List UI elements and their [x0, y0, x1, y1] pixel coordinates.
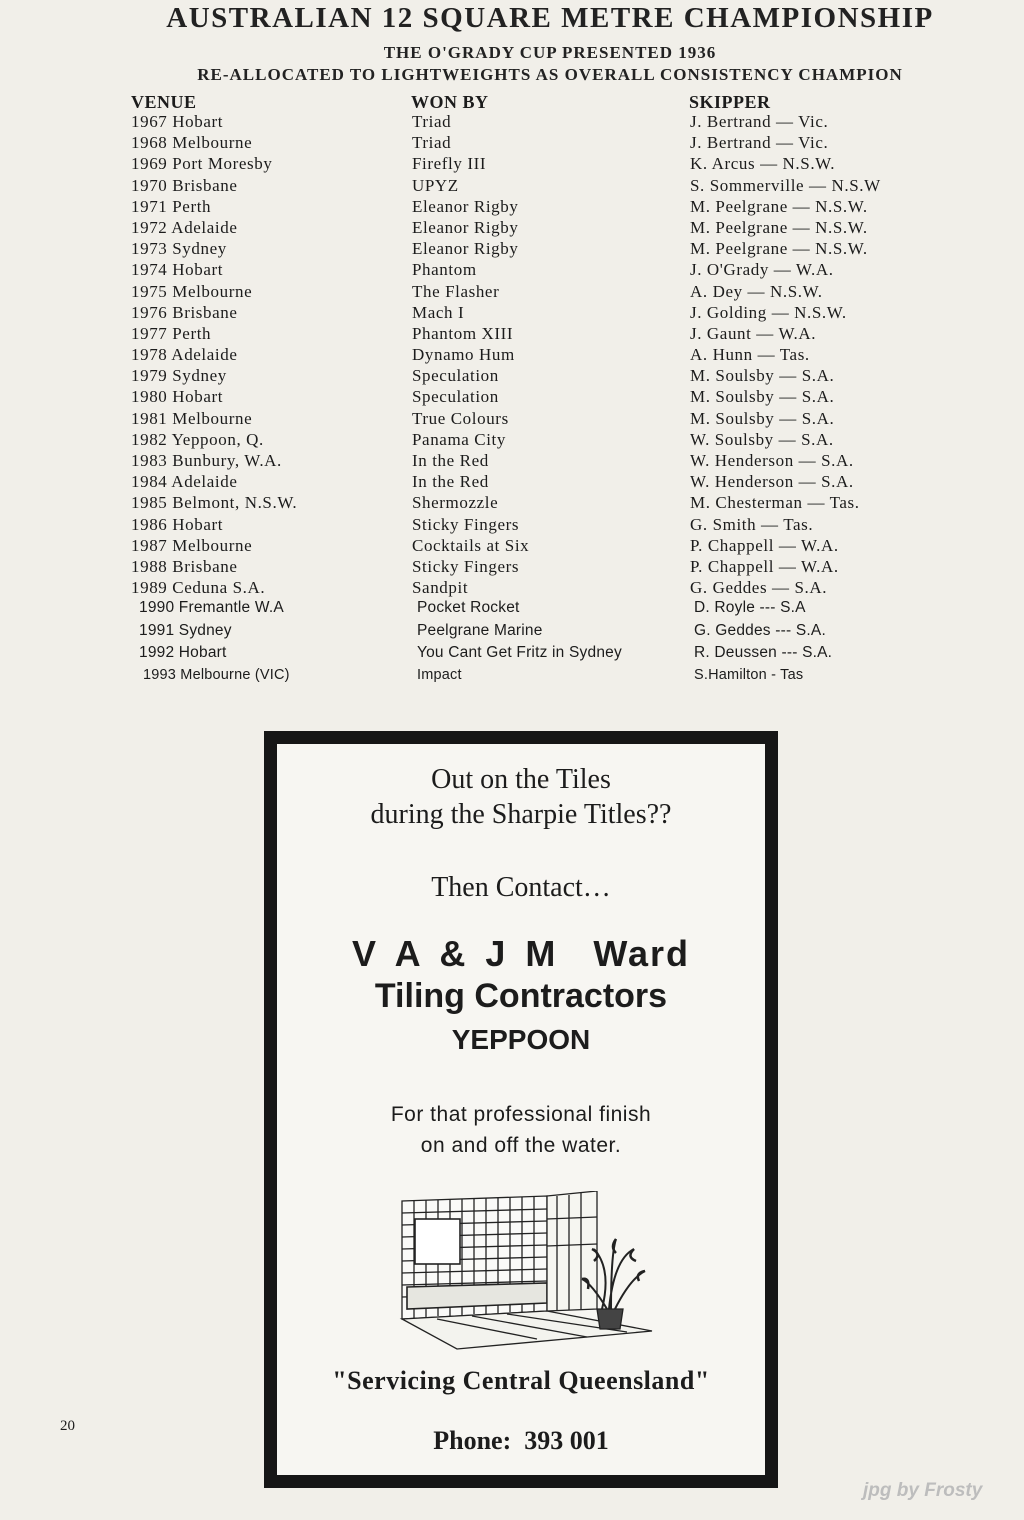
- ad-slogan: "Servicing Central Queensland": [332, 1366, 710, 1395]
- table-row: [0, 133, 1024, 154]
- cell-skipper: M. Soulsby — S.A.: [690, 366, 835, 386]
- ad-phone-number: Phone: 393 001: [433, 1426, 609, 1455]
- cell-won-by: Dynamo Hum: [412, 345, 515, 365]
- table-row: [0, 622, 1024, 645]
- cell-skipper: J. O'Grady — W.A.: [690, 260, 834, 280]
- cell-won-by: Eleanor Rigby: [412, 196, 519, 216]
- column-header-venue: VENUE: [131, 92, 197, 112]
- cell-skipper: G. Smith — Tas.: [690, 514, 814, 534]
- table-row: [0, 260, 1024, 281]
- cell-venue: 1984 Adelaide: [131, 472, 238, 492]
- cell-skipper: M. Soulsby — S.A.: [690, 387, 835, 407]
- table-row: [0, 599, 1024, 622]
- cell-won-by: Triad: [412, 112, 452, 131]
- cell-skipper: M. Soulsby — S.A.: [690, 408, 835, 428]
- page-subtitle-reallocated: RE-ALLOCATED TO LIGHTWEIGHTS AS OVERALL CONSISTENCY CHAMPION: [197, 65, 903, 84]
- cell-venue: 1974 Hobart: [131, 260, 224, 280]
- ad-tagline-line2: on and off the water.: [420, 1134, 622, 1157]
- cell-skipper: W. Henderson — S.A.: [690, 472, 854, 492]
- table-row: [0, 239, 1024, 260]
- ad-tagline-line1: For that professional finish: [390, 1103, 652, 1126]
- cell-skipper: A. Hunn — Tas.: [690, 345, 810, 365]
- ad-town: YEPPOON: [451, 1024, 591, 1055]
- table-row: [0, 218, 1024, 239]
- cell-venue: 1983 Bunbury, W.A.: [131, 451, 282, 470]
- table-row: [0, 197, 1024, 218]
- cell-won-by: Sandpit: [412, 578, 469, 598]
- cell-skipper: S. Sommerville — N.S.W: [690, 175, 881, 195]
- cell-won-by: Sticky Fingers: [412, 556, 520, 576]
- cell-venue: 1967 Hobart: [131, 112, 224, 131]
- cell-venue: 1980 Hobart: [131, 387, 224, 407]
- cell-venue: 1987 Melbourne: [131, 535, 253, 555]
- cell-venue: 1977 Perth: [131, 323, 212, 343]
- table-row: [0, 303, 1024, 324]
- cell-venue: 1971 Perth: [131, 196, 212, 216]
- cell-skipper: W. Henderson — S.A.: [690, 451, 854, 470]
- table-row: [0, 536, 1024, 557]
- table-row: [0, 644, 1024, 667]
- cell-venue: 1989 Ceduna S.A.: [131, 578, 266, 598]
- page-number: 20: [60, 1418, 75, 1434]
- cell-skipper: M. Peelgrane — N.S.W.: [690, 239, 868, 259]
- cell-skipper: G. Geddes — S.A.: [690, 578, 828, 598]
- table-row: [0, 154, 1024, 175]
- cell-skipper: J. Bertrand — Vic.: [690, 133, 829, 153]
- cell-won-by: Panama City: [412, 429, 506, 449]
- cell-won-by: True Colours: [412, 408, 509, 428]
- cell-won-by: The Flasher: [412, 281, 500, 301]
- cell-venue: 1969 Port Moresby: [131, 154, 273, 174]
- table-row: [0, 112, 1024, 133]
- page-subtitle-cup: THE O'GRADY CUP PRESENTED 1936: [383, 43, 717, 62]
- cell-venue: 1985 Belmont, N.S.W.: [131, 493, 298, 513]
- results-table: [0, 112, 1024, 697]
- cell-skipper: G. Geddes --- S.A.: [694, 621, 826, 639]
- table-row: [0, 366, 1024, 387]
- cell-won-by: Pocket Rocket: [417, 599, 520, 617]
- cell-skipper: W. Soulsby — S.A.: [690, 429, 834, 449]
- table-row: [0, 557, 1024, 578]
- cell-skipper: J. Bertrand — Vic.: [690, 112, 829, 131]
- cell-skipper: D. Royle --- S.A: [694, 599, 806, 617]
- table-row: [0, 387, 1024, 408]
- cell-won-by: Phantom: [412, 260, 477, 280]
- cell-skipper: J. Gaunt — W.A.: [690, 323, 817, 343]
- cell-skipper: A. Dey — N.S.W.: [690, 281, 823, 301]
- cell-won-by: Impact: [417, 666, 462, 683]
- cell-won-by: Mach I: [412, 302, 465, 322]
- cell-venue: 1992 Hobart: [139, 644, 227, 662]
- cell-won-by: In the Red: [412, 472, 489, 492]
- scan-credit: jpg by Frosty: [863, 1480, 983, 1501]
- table-row: [0, 324, 1024, 345]
- tiled-bathroom-illustration-icon: [397, 1191, 657, 1351]
- cell-won-by: Cocktails at Six: [412, 535, 530, 555]
- cell-venue: 1988 Brisbane: [131, 556, 238, 576]
- cell-skipper: M. Chesterman — Tas.: [690, 493, 860, 513]
- cell-venue: 1978 Adelaide: [131, 345, 238, 365]
- ad-headline-line1: Out on the Tiles: [431, 764, 611, 795]
- page-title: AUSTRALIAN 12 SQUARE METRE CHAMPIONSHIP: [166, 2, 934, 34]
- cell-skipper: J. Golding — N.S.W.: [690, 302, 847, 322]
- cell-skipper: R. Deussen --- S.A.: [694, 644, 833, 662]
- table-row: [0, 578, 1024, 599]
- ad-headline-line2: during the Sharpie Titles??: [370, 799, 672, 830]
- cell-won-by: Triad: [412, 133, 452, 153]
- column-header-won-by: WON BY: [411, 92, 489, 112]
- table-row: [0, 176, 1024, 197]
- cell-venue: 1993 Melbourne (VIC): [143, 666, 290, 683]
- cell-won-by: Speculation: [412, 366, 499, 386]
- ad-contact-prompt: Then Contact…: [431, 872, 611, 903]
- table-row: [0, 472, 1024, 493]
- cell-skipper: K. Arcus — N.S.W.: [690, 154, 836, 174]
- cell-venue: 1982 Yeppoon, Q.: [131, 429, 264, 449]
- table-row: [0, 430, 1024, 451]
- cell-won-by: Shermozzle: [412, 493, 499, 513]
- cell-venue: 1973 Sydney: [131, 239, 227, 259]
- table-row: [0, 493, 1024, 514]
- cell-won-by: Peelgrane Marine: [417, 621, 543, 639]
- cell-won-by: Phantom XIII: [412, 323, 514, 343]
- cell-venue: 1976 Brisbane: [131, 302, 238, 322]
- ad-business-type: Tiling Contractors: [374, 977, 668, 1015]
- cell-won-by: Speculation: [412, 387, 499, 407]
- cell-won-by: UPYZ: [412, 175, 459, 195]
- cell-skipper: P. Chappell — W.A.: [690, 535, 839, 555]
- cell-won-by: In the Red: [412, 451, 489, 470]
- table-row: [0, 667, 1024, 697]
- table-row: [0, 282, 1024, 303]
- cell-skipper: M. Peelgrane — N.S.W.: [690, 196, 868, 216]
- table-row: [0, 409, 1024, 430]
- cell-venue: 1991 Sydney: [139, 621, 232, 639]
- cell-venue: 1990 Fremantle W.A: [139, 599, 284, 617]
- cell-venue: 1986 Hobart: [131, 514, 224, 534]
- cell-venue: 1981 Melbourne: [131, 408, 253, 428]
- tiling-advertisement: [264, 731, 778, 1488]
- cell-venue: 1979 Sydney: [131, 366, 227, 386]
- cell-venue: 1975 Melbourne: [131, 281, 253, 301]
- cell-won-by: Sticky Fingers: [412, 514, 520, 534]
- cell-won-by: Firefly III: [412, 154, 487, 174]
- table-row: [0, 345, 1024, 366]
- cell-venue: 1968 Melbourne: [131, 133, 253, 153]
- cell-venue: 1970 Brisbane: [131, 175, 238, 195]
- cell-venue: 1972 Adelaide: [131, 217, 238, 237]
- cell-skipper: M. Peelgrane — N.S.W.: [690, 217, 868, 237]
- column-header-skipper: SKIPPER: [689, 92, 771, 112]
- cell-won-by: Eleanor Rigby: [412, 217, 519, 237]
- table-row: [0, 451, 1024, 472]
- cell-skipper: P. Chappell — W.A.: [690, 556, 839, 576]
- cell-won-by: Eleanor Rigby: [412, 239, 519, 259]
- cell-skipper: S.Hamilton - Tas: [694, 666, 804, 683]
- cell-won-by: You Cant Get Fritz in Sydney: [417, 644, 622, 662]
- ad-business-name: V A & J M Ward: [351, 933, 691, 974]
- table-row: [0, 515, 1024, 536]
